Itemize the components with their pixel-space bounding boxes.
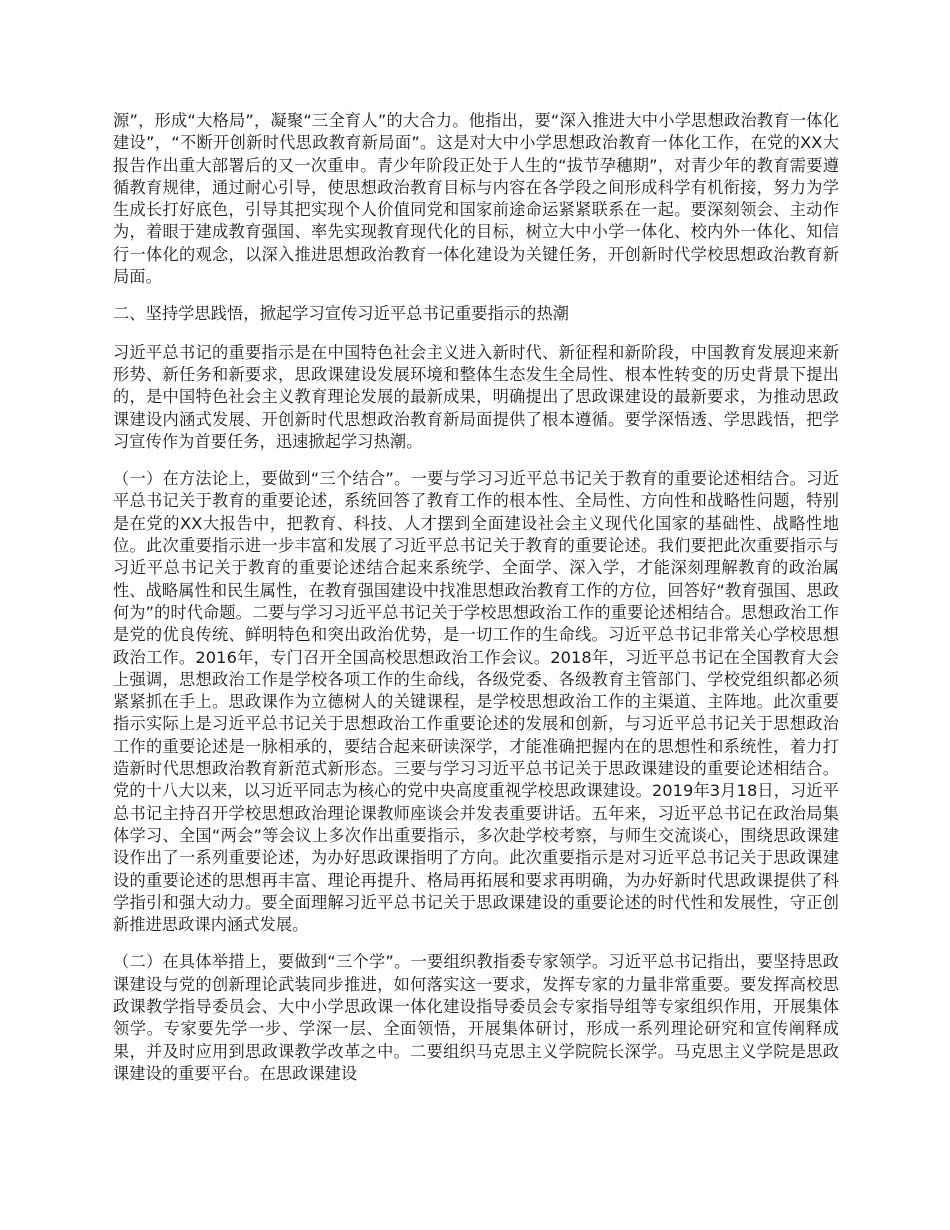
body-paragraph-3: （一）在方法论上，要做到“三个结合”。一要与学习习近平总书记关于教育的重要论述相结合。习近平总书记关于教育的重要论述，系统回答了教育工作的根本性、全局性、方向性和战略性问题，特别是在党的XX大报告中，把教育、科技、人才摆到全面建设社会主义现代化国家的基础性、战略性地位。此次重要指示进一步丰富和发展了习近平总书记关于教育的重要论述。我们要把此次重要指示与习近平总书记关于教育的重要论述结合起来系统学、全面学、深入学，才能深刻理解教育的政治属性、战略属性和民生属性，在教育强国建设中找准思想政治教育工作的方位，回答好“教育强国、思政何为”的时代命题。二要与学习习近平总书记关于学校思想政治工作的重要论述相结合。思想政治工作是党的优良传统、鲜明特色和突出政治优势，是一切工作的生命线。习近平总书记非常关心学校思想政治工作。2016年，专门召开全国高校思想政治工作会议。2018年，习近平总书记在全国教育大会上强调，思想政治工作是学校各项工作的生命线，各级党委、各级教育主管部门、学校党组织都必须紧紧抓在手上。思政课作为立德树人的关键课程，是学校思想政治工作的主渠道、主阵地。此次重要指示实际上是习近平总书记关于思想政治工作重要论述的发展和创新，与习近平总书记关于思想政治工作的重要论述是一脉相承的，要结合起来研读深学，才能准确把握内在的思想性和系统性，着力打造新时代思想政治教育新范式新形态。三要与学习习近平总书记关于思政课建设的重要论述相结合。党的十八大以来，以习近平同志为核心的党中央高度重视学校思政课建设。2019年3月18日，习近平总书记主持召开学校思想政治理论课教师座谈会并发表重要讲话。五年来，习近平总书记在政治局集体学习、全国“两会”等会议上多次作出重要指示，多次赴学校考察，与师生交流谈心，围绕思政课建设作出了一系列重要论述，为办好思政课指明了方向。此次重要指示是对习近平总书记关于思政课建设的重要论述的思想再丰富、理论再提升、格局再拓展和要求再明确，为办好新时代思政课提供了科学指引和强大动力。要全面理解习近平总书记关于思政课建设的重要论述的时代性和发展性，守正创新推进思政课内涵式发展。: [113, 469, 839, 935]
body-paragraph-1: 源”，形成“大格局”，凝聚“三全育人”的大合力。他指出，要“深入推进大中小学思想政治教育一体化建设”，“不断开创新时代思政教育新局面”。这是对大中小学思想政治教育一体化工作，在党的XX大报告作出重大部署后的又一次重申。青少年阶段正处于人生的“拔节孕穗期”，对青少年的教育需要遵循教育规律，通过耐心引导，使思想政治教育目标与内容在各学段之间形成科学有机衔接，努力为学生成长打好底色，引导其把实现个人价值同党和国家前途命运紧紧联系在一起。要深刻领会、主动作为，着眼于建成教育强国、率先实现教育现代化的目标，树立大中小学一体化、校内外一体化、知信行一体化的观念，以深入推进思想政治教育一体化建设为关键任务，开创新时代学校思想政治教育新局面。: [113, 111, 839, 287]
body-paragraph-4: （二）在具体举措上，要做到“三个学”。一要组织教指委专家领学。习近平总书记指出，要坚持思政课建设与党的创新理论武装同步推进，如何落实这一要求，发挥专家的力量非常重要。要发挥高校思政课教学指导委员会、大中小学思政课一体化建设指导委员会专家指导组等专家组织作用，开展集体领学。专家要先学一步、学深一层、全面领悟，开展集体研讨，形成一系列理论研究和宣传阐释成果，并及时应用到思政课教学改革之中。二要组织马克思主义学院院长深学。马克思主义学院是思政课建设的重要平台。在思政课建设: [113, 952, 839, 1083]
document-page: [113, 110, 839, 1085]
body-paragraph-2: 习近平总书记的重要指示是在中国特色社会主义进入新时代、新征程和新阶段，中国教育发展迎来新形势、新任务和新要求，思政课建设发展环境和整体生态发生全局性、根本性转变的历史背景下提出的，是中国特色社会主义教育理论发展的最新成果，明确提出了思政课建设的最新要求，为推动思政课建设内涵式发展、开创新时代思想政治教育新局面提供了根本遵循。要学深悟透、学思践悟，把学习宣传作为首要任务，迅速掀起学习热潮。: [113, 342, 839, 451]
section-heading-2: 二、坚持学思践悟，掀起学习宣传习近平总书记重要指示的热潮: [113, 304, 570, 324]
